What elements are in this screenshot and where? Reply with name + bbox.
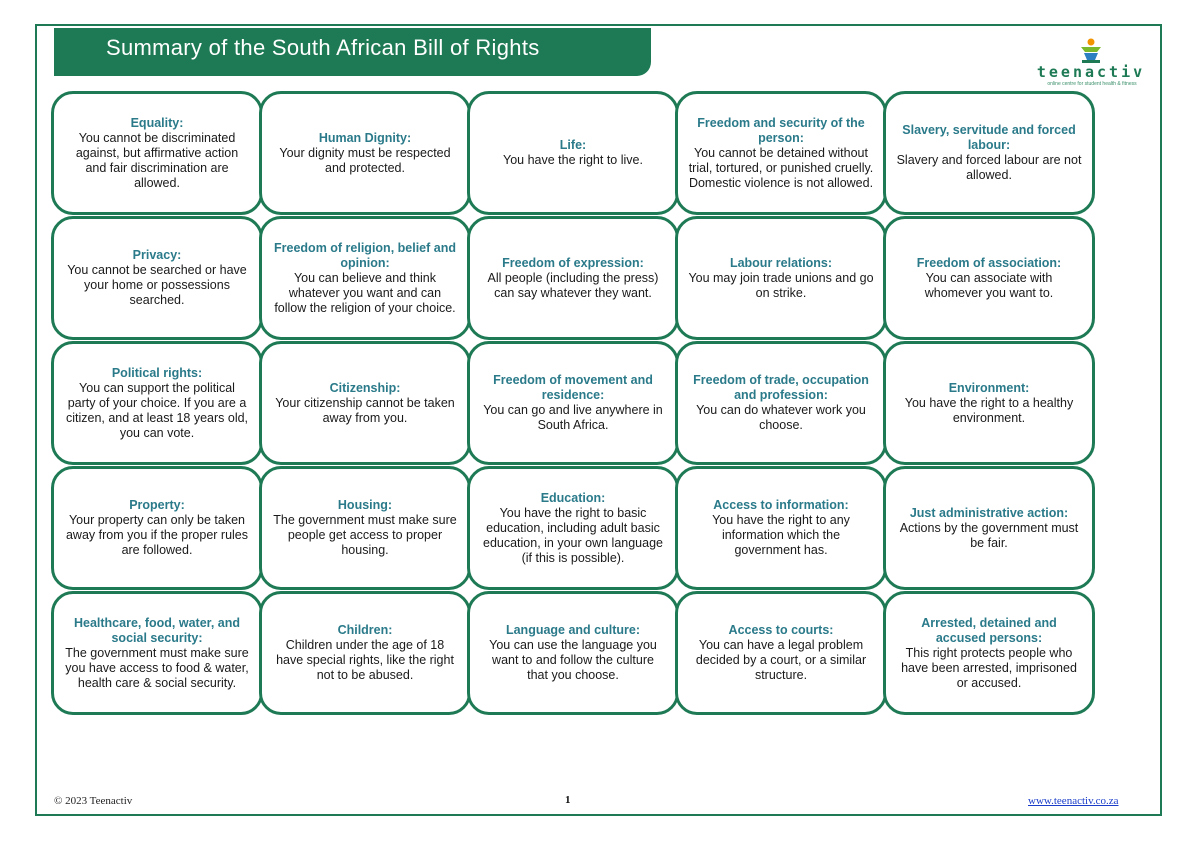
right-card-description: You have the right to live. — [503, 153, 643, 167]
right-card — [883, 466, 1095, 590]
right-card-heading: Language and culture: — [505, 623, 641, 637]
right-card-heading: Human Dignity: — [318, 130, 412, 145]
right-card — [675, 466, 887, 590]
right-card — [675, 216, 887, 340]
title-banner — [54, 28, 651, 76]
right-card-description: You cannot be detained without trial, tortured, or punished cruelly. Domestic violence is not allowed. — [688, 145, 874, 190]
page-title: Summary of the South African Bill of Rights — [106, 35, 540, 60]
right-card — [259, 341, 471, 465]
right-card-description: You may join trade unions and go on strike. — [688, 270, 874, 300]
right-card — [467, 466, 679, 590]
right-card-heading: Equality: — [130, 115, 184, 130]
right-card-heading: Citizenship: — [329, 380, 401, 395]
right-card-description: Slavery and forced labour are not allowed. — [896, 153, 1082, 182]
right-card — [675, 591, 887, 715]
right-card-description: Your dignity must be respected and protected. — [279, 145, 451, 175]
right-card — [675, 91, 887, 215]
right-card-heading: Freedom of movement and residence: — [493, 373, 653, 402]
right-card-heading: Freedom of religion, belief and opinion: — [274, 240, 456, 270]
right-card — [883, 591, 1095, 715]
right-card-description: You cannot be searched or have your home or possessions searched. — [67, 263, 247, 307]
right-card-description: All people (including the press) can say whatever they want. — [487, 270, 659, 300]
right-card — [51, 216, 263, 340]
right-card-heading: Privacy: — [132, 248, 182, 262]
right-card-heading: Access to information: — [713, 498, 849, 512]
right-card — [259, 466, 471, 590]
right-card — [467, 216, 679, 340]
right-card-description: You can associate with whomever you want to. — [924, 270, 1054, 300]
right-card-description: You can go and live anywhere in South Africa. — [483, 403, 663, 432]
right-card — [675, 341, 887, 465]
right-card-description: Your citizenship cannot be taken away from you. — [275, 395, 455, 425]
right-card-heading: Access to courts: — [728, 623, 834, 637]
right-card-heading: Children: — [337, 623, 393, 637]
right-card-description: Actions by the government must be fair. — [899, 520, 1079, 550]
right-card-description: You can believe and think whatever you want and can follow the religion of your choice. — [274, 270, 456, 315]
right-card-heading: Environment: — [948, 380, 1030, 395]
footer-website-link[interactable]: www.teenactiv.co.za — [1028, 795, 1119, 807]
right-card — [467, 341, 679, 465]
right-card-description: You have the right to any information which the government has. — [712, 513, 850, 557]
logo-wordmark: teenactiv — [1036, 63, 1146, 81]
right-card — [259, 591, 471, 715]
right-card-description: You can support the political party of your choice. If you are a citizen, and at least 18 years old, you can vote. — [65, 380, 249, 440]
right-card-description: You have the right to a healthy environment. — [904, 395, 1074, 425]
right-card-description: You can have a legal problem decided by a court, or a similar structure. — [695, 638, 867, 682]
right-card-heading: Housing: — [337, 498, 393, 512]
right-card-description: You can do whatever work you choose. — [696, 403, 866, 432]
teenactiv-logo — [1028, 38, 1154, 92]
right-card-description: You can use the language you want to and follow the culture that you choose. — [489, 638, 657, 682]
right-card — [51, 591, 263, 715]
right-card-heading: Education: — [540, 490, 606, 505]
right-card-description: The government must make sure people get access to proper housing. — [273, 513, 457, 557]
right-card — [259, 216, 471, 340]
footer-page-number: 1 — [565, 794, 571, 806]
right-card — [467, 91, 679, 215]
right-card-heading: Slavery, servitude and forced labour: — [902, 123, 1076, 152]
right-card-heading: Freedom of trade, occupation and profession: — [693, 373, 869, 402]
right-card — [467, 591, 679, 715]
right-card-description: Children under the age of 18 have special rights, like the right not to be abused. — [276, 638, 454, 682]
rights-grid — [51, 91, 1095, 732]
right-card-heading: Just administrative action: — [909, 505, 1069, 520]
right-card — [883, 341, 1095, 465]
logo-tagline: online centre for student health & fitness — [1047, 81, 1137, 87]
right-card-description: Your property can only be taken away from you if the proper rules are followed. — [65, 513, 249, 557]
right-card — [259, 91, 471, 215]
right-card-description: This right protects people who have been arrested, imprisoned or accused. — [901, 645, 1077, 690]
right-card — [51, 91, 263, 215]
right-card-description: You have the right to basic education, including adult basic education, in your own language (if this is possible). — [483, 505, 663, 565]
right-card-heading: Property: — [129, 498, 185, 512]
right-card — [51, 341, 263, 465]
figures-logo-icon — [1076, 38, 1106, 64]
right-card-heading: Life: — [559, 138, 587, 152]
right-card-heading: Freedom and security of the person: — [697, 115, 865, 145]
right-card-heading: Political rights: — [111, 365, 203, 380]
right-card-heading: Labour relations: — [729, 255, 833, 270]
right-card-description: The government must make sure you have access to food & water, health care & social security. — [65, 645, 249, 690]
footer-copyright: © 2023 Teenactiv — [54, 795, 133, 807]
right-card-heading: Freedom of association: — [916, 255, 1062, 270]
right-card-description: You cannot be discriminated against, but affirmative action and fair discrimination are allowed. — [75, 130, 239, 190]
right-card — [51, 466, 263, 590]
right-card — [883, 91, 1095, 215]
right-card-heading: Freedom of expression: — [502, 255, 644, 270]
right-card-heading: Healthcare, food, water, and social security: — [73, 615, 240, 645]
right-card — [883, 216, 1095, 340]
right-card-heading: Arrested, detained and accused persons: — [921, 615, 1057, 645]
